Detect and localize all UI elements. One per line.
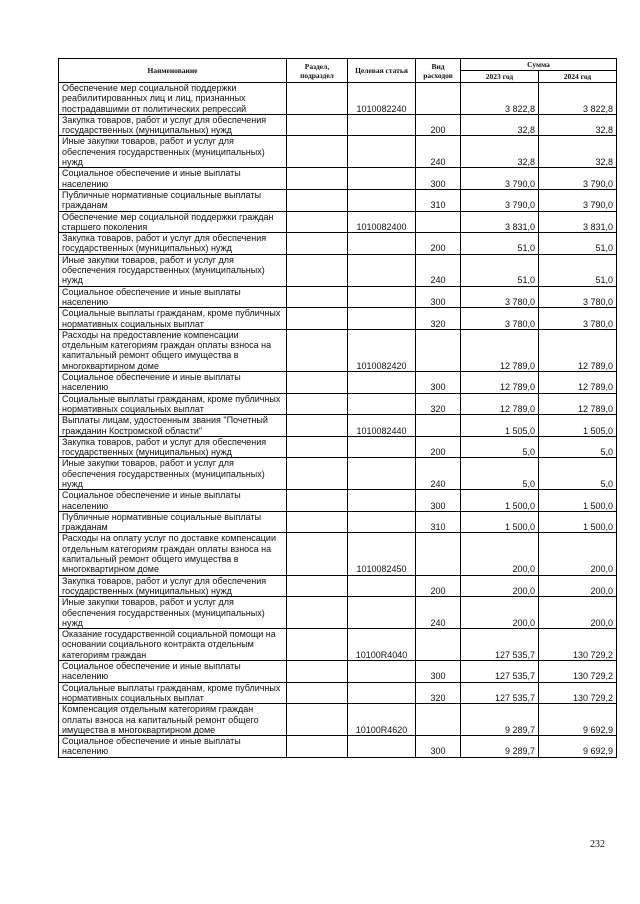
cell-2024: 5,0 (539, 458, 617, 490)
cell-2024: 130 729,2 (539, 661, 617, 683)
cell-name: Иные закупки товаров, работ и услуг для обеспечения государственных (муниципальных) нужд (59, 597, 287, 629)
cell-2023: 5,0 (461, 436, 539, 458)
cell-name: Иные закупки товаров, работ и услуг для обеспечения государственных (муниципальных) нужд (59, 136, 287, 168)
cell-2024: 1 500,0 (539, 490, 617, 512)
budget-table (58, 58, 617, 758)
cell-name: Закупка товаров, работ и услуг для обеспечения государственных (муниципальных) нужд (59, 436, 287, 458)
table-row (59, 189, 617, 211)
table-row (59, 629, 617, 661)
table-row (59, 704, 617, 736)
cell-section (287, 393, 348, 415)
cell-name: Социальное обеспечение и иные выплаты населению (59, 736, 287, 758)
cell-2023: 200,0 (461, 533, 539, 575)
cell-2024: 130 729,2 (539, 629, 617, 661)
table-row (59, 329, 617, 371)
cell-2024: 3 790,0 (539, 168, 617, 190)
table-row (59, 533, 617, 575)
cell-section (287, 211, 348, 233)
table-row (59, 393, 617, 415)
cell-type (416, 329, 461, 371)
cell-name: Социальное обеспечение и иные выплаты населению (59, 286, 287, 308)
cell-target (348, 168, 416, 190)
cell-target (348, 575, 416, 597)
cell-2023: 5,0 (461, 458, 539, 490)
cell-2024: 3 780,0 (539, 308, 617, 330)
cell-2023: 51,0 (461, 254, 539, 286)
cell-2024: 3 790,0 (539, 189, 617, 211)
cell-target: 10100R4040 (348, 629, 416, 661)
cell-2024: 51,0 (539, 254, 617, 286)
cell-target (348, 393, 416, 415)
cell-section (287, 490, 348, 512)
cell-section (287, 575, 348, 597)
table-row (59, 436, 617, 458)
cell-name: Социальное обеспечение и иные выплаты населению (59, 372, 287, 394)
cell-target (348, 189, 416, 211)
cell-type: 240 (416, 254, 461, 286)
cell-type (416, 704, 461, 736)
cell-type: 240 (416, 597, 461, 629)
cell-2023: 32,8 (461, 136, 539, 168)
cell-name: Социальные выплаты гражданам, кроме публичных нормативных социальных выплат (59, 308, 287, 330)
cell-type: 200 (416, 436, 461, 458)
cell-type (416, 83, 461, 115)
cell-target (348, 490, 416, 512)
cell-2023: 3 790,0 (461, 168, 539, 190)
cell-target (348, 458, 416, 490)
cell-target (348, 436, 416, 458)
cell-2024: 5,0 (539, 436, 617, 458)
cell-target (348, 661, 416, 683)
table-row (59, 597, 617, 629)
cell-type: 300 (416, 490, 461, 512)
cell-name: Обеспечение мер социальной поддержки реабилитированных лиц и лиц, признанных пострадавшими от политических репрессий (59, 83, 287, 115)
cell-2023: 3 831,0 (461, 211, 539, 233)
cell-section (287, 189, 348, 211)
table-row (59, 490, 617, 512)
cell-2023: 127 535,7 (461, 682, 539, 704)
cell-target (348, 682, 416, 704)
cell-name: Публичные нормативные социальные выплаты гражданам (59, 511, 287, 533)
cell-target: 1010082440 (348, 415, 416, 437)
cell-type: 310 (416, 189, 461, 211)
table-row (59, 308, 617, 330)
table-row (59, 136, 617, 168)
table-row (59, 286, 617, 308)
cell-name: Закупка товаров, работ и услуг для обеспечения государственных (муниципальных) нужд (59, 575, 287, 597)
cell-target (348, 736, 416, 758)
header-type: Вид расходов (416, 59, 461, 83)
cell-section (287, 83, 348, 115)
cell-2024: 32,8 (539, 114, 617, 136)
cell-2024: 9 692,9 (539, 736, 617, 758)
cell-2023: 200,0 (461, 575, 539, 597)
header-sum: Сумма (461, 59, 617, 71)
cell-target (348, 308, 416, 330)
cell-2023: 3 780,0 (461, 308, 539, 330)
cell-type: 300 (416, 168, 461, 190)
cell-section (287, 682, 348, 704)
cell-2023: 3 790,0 (461, 189, 539, 211)
cell-name: Социальное обеспечение и иные выплаты населению (59, 168, 287, 190)
table-body (59, 83, 617, 758)
cell-section (287, 597, 348, 629)
cell-type: 200 (416, 114, 461, 136)
header-name: Наименование (59, 59, 287, 83)
cell-2024: 9 692,9 (539, 704, 617, 736)
table-row (59, 575, 617, 597)
cell-type: 240 (416, 458, 461, 490)
cell-type (416, 533, 461, 575)
cell-target (348, 372, 416, 394)
cell-section (287, 136, 348, 168)
cell-name: Иные закупки товаров, работ и услуг для обеспечения государственных (муниципальных) нужд (59, 254, 287, 286)
table-row (59, 415, 617, 437)
cell-2023: 3 822,8 (461, 83, 539, 115)
cell-target (348, 233, 416, 255)
table-row (59, 736, 617, 758)
table-row (59, 682, 617, 704)
cell-2024: 12 789,0 (539, 329, 617, 371)
cell-type: 300 (416, 372, 461, 394)
cell-2024: 1 500,0 (539, 511, 617, 533)
cell-section (287, 308, 348, 330)
header-year-2024: 2024 год (539, 71, 617, 83)
cell-target: 1010082240 (348, 83, 416, 115)
cell-type: 310 (416, 511, 461, 533)
cell-section (287, 458, 348, 490)
cell-section (287, 661, 348, 683)
cell-2024: 3 831,0 (539, 211, 617, 233)
header-section: Раздел, подраздел (287, 59, 348, 83)
cell-2024: 12 789,0 (539, 393, 617, 415)
cell-2024: 130 729,2 (539, 682, 617, 704)
cell-name: Социальное обеспечение и иные выплаты населению (59, 490, 287, 512)
cell-2023: 127 535,7 (461, 661, 539, 683)
cell-type: 320 (416, 682, 461, 704)
cell-section (287, 286, 348, 308)
table-row (59, 511, 617, 533)
cell-2023: 12 789,0 (461, 329, 539, 371)
cell-section (287, 533, 348, 575)
cell-target (348, 114, 416, 136)
cell-section (287, 704, 348, 736)
cell-2023: 32,8 (461, 114, 539, 136)
cell-2024: 200,0 (539, 533, 617, 575)
cell-type (416, 629, 461, 661)
cell-target: 1010082400 (348, 211, 416, 233)
cell-section (287, 168, 348, 190)
page-number: 232 (590, 839, 605, 850)
cell-2024: 3 780,0 (539, 286, 617, 308)
table-row (59, 254, 617, 286)
cell-type: 240 (416, 136, 461, 168)
cell-2023: 200,0 (461, 597, 539, 629)
cell-target (348, 286, 416, 308)
cell-name: Социальное обеспечение и иные выплаты населению (59, 661, 287, 683)
table-row (59, 83, 617, 115)
cell-name: Публичные нормативные социальные выплаты гражданам (59, 189, 287, 211)
cell-section (287, 736, 348, 758)
table-row (59, 114, 617, 136)
cell-name: Компенсация отдельным категориям граждан оплаты взноса на капитальный ремонт общего имущества в многоквартирном доме (59, 704, 287, 736)
cell-2023: 1 500,0 (461, 511, 539, 533)
cell-section (287, 511, 348, 533)
cell-name: Расходы на оплату услуг по доставке компенсации отдельным категориям граждан оплаты взноса на капитальный ремонт общего имущества в многоквартирном доме (59, 533, 287, 575)
cell-name: Обеспечение мер социальной поддержки граждан старшего поколения (59, 211, 287, 233)
cell-name: Социальные выплаты гражданам, кроме публичных нормативных социальных выплат (59, 393, 287, 415)
cell-name: Закупка товаров, работ и услуг для обеспечения государственных (муниципальных) нужд (59, 233, 287, 255)
cell-target (348, 597, 416, 629)
cell-2023: 1 500,0 (461, 490, 539, 512)
cell-section (287, 629, 348, 661)
table-row (59, 458, 617, 490)
cell-target: 10100R4620 (348, 704, 416, 736)
cell-target: 1010082420 (348, 329, 416, 371)
cell-2023: 3 780,0 (461, 286, 539, 308)
cell-2024: 32,8 (539, 136, 617, 168)
cell-2023: 127 535,7 (461, 629, 539, 661)
table-row (59, 211, 617, 233)
table-row (59, 168, 617, 190)
cell-type (416, 415, 461, 437)
cell-section (287, 233, 348, 255)
cell-type: 300 (416, 286, 461, 308)
cell-2023: 1 505,0 (461, 415, 539, 437)
cell-2024: 12 789,0 (539, 372, 617, 394)
cell-target (348, 254, 416, 286)
header-year-2023: 2023 год (461, 71, 539, 83)
cell-section (287, 254, 348, 286)
cell-section (287, 372, 348, 394)
cell-name: Выплаты лицам, удостоенным звания "Почетный гражданин Костромской области" (59, 415, 287, 437)
cell-type: 300 (416, 661, 461, 683)
cell-type: 320 (416, 393, 461, 415)
cell-2024: 51,0 (539, 233, 617, 255)
cell-2024: 200,0 (539, 575, 617, 597)
cell-2023: 9 289,7 (461, 736, 539, 758)
cell-type: 200 (416, 575, 461, 597)
table-row (59, 233, 617, 255)
cell-2023: 12 789,0 (461, 372, 539, 394)
cell-name: Расходы на предоставление компенсации отдельным категориям граждан оплаты взноса на капитальный ремонт общего имущества в многоквартирном доме (59, 329, 287, 371)
cell-name: Иные закупки товаров, работ и услуг для обеспечения государственных (муниципальных) нужд (59, 458, 287, 490)
cell-2023: 51,0 (461, 233, 539, 255)
cell-target (348, 511, 416, 533)
cell-section (287, 436, 348, 458)
cell-section (287, 114, 348, 136)
cell-section (287, 415, 348, 437)
cell-2024: 3 822,8 (539, 83, 617, 115)
cell-name: Закупка товаров, работ и услуг для обеспечения государственных (муниципальных) нужд (59, 114, 287, 136)
cell-2023: 9 289,7 (461, 704, 539, 736)
header-target: Целевая статья (348, 59, 416, 83)
document-page (58, 58, 616, 758)
cell-target (348, 136, 416, 168)
cell-target: 1010082450 (348, 533, 416, 575)
cell-type (416, 211, 461, 233)
cell-type: 300 (416, 736, 461, 758)
cell-section (287, 329, 348, 371)
cell-2024: 200,0 (539, 597, 617, 629)
table-row (59, 661, 617, 683)
cell-type: 200 (416, 233, 461, 255)
cell-name: Социальные выплаты гражданам, кроме публичных нормативных социальных выплат (59, 682, 287, 704)
cell-type: 320 (416, 308, 461, 330)
table-row (59, 372, 617, 394)
cell-2023: 12 789,0 (461, 393, 539, 415)
cell-name: Оказание государственной социальной помощи на основании социального контракта отдельным категориям граждан (59, 629, 287, 661)
cell-2024: 1 505,0 (539, 415, 617, 437)
